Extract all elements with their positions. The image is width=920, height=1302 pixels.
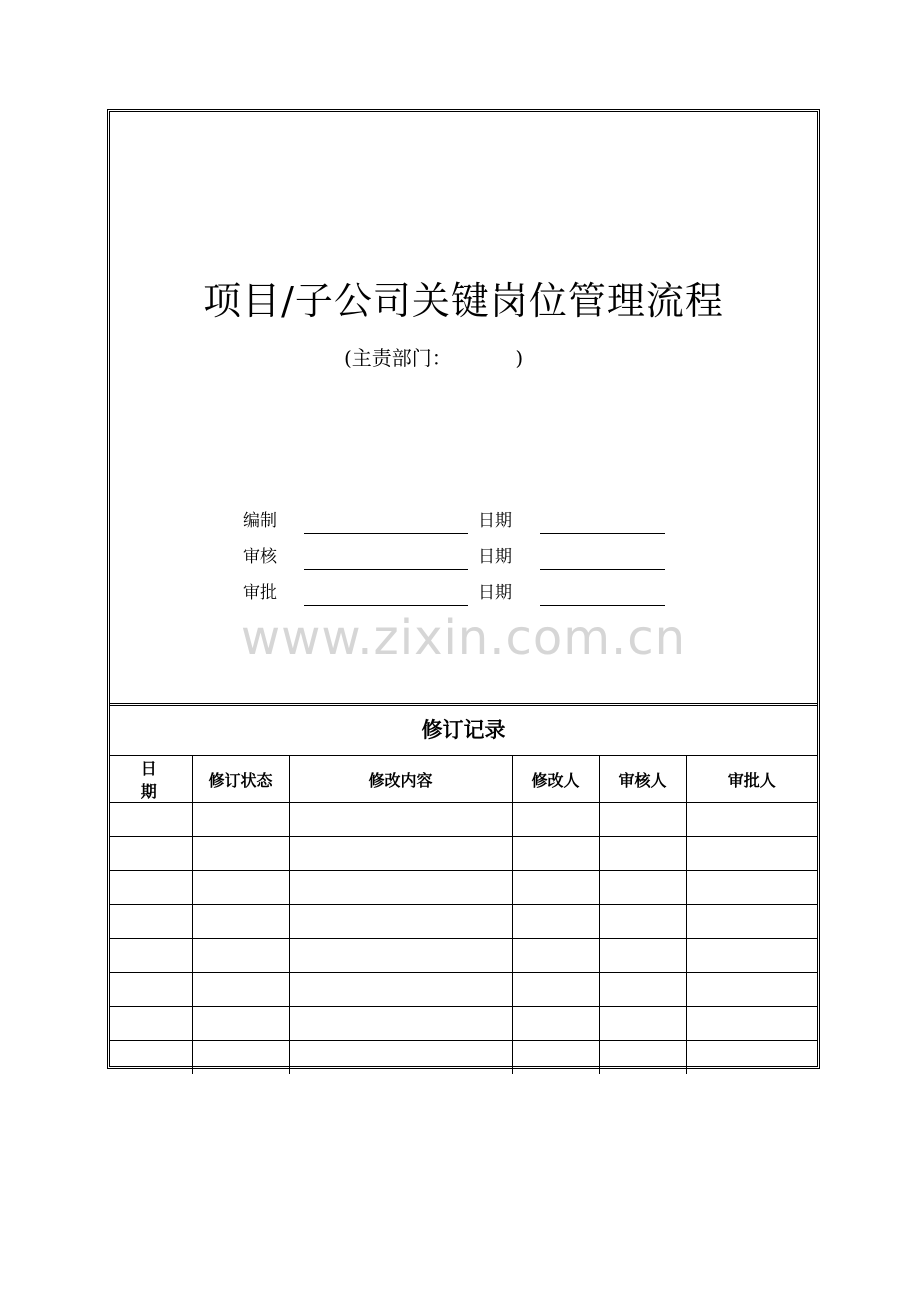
compiled-date-label: 日期 bbox=[478, 511, 512, 531]
cell-status bbox=[192, 1007, 289, 1041]
cell-status bbox=[192, 803, 289, 837]
table-row bbox=[110, 973, 817, 1007]
compiled-date-line bbox=[540, 533, 665, 534]
reviewed-by-line bbox=[304, 569, 468, 570]
cell-modifier bbox=[512, 939, 599, 973]
responsible-department: (主责部门： ) bbox=[344, 346, 524, 370]
approved-date-line bbox=[540, 605, 665, 606]
cell-modifier bbox=[512, 803, 599, 837]
cell-date bbox=[110, 1007, 192, 1041]
cell-date bbox=[110, 939, 192, 973]
cell-content bbox=[289, 973, 512, 1007]
reviewed-date-label: 日期 bbox=[478, 547, 512, 567]
approved-by-label: 审批 bbox=[243, 583, 277, 603]
column-header-status: 修订状态 bbox=[192, 756, 289, 803]
cell-date bbox=[110, 837, 192, 871]
compiled-by-label: 编制 bbox=[243, 511, 277, 531]
table-row bbox=[110, 871, 817, 905]
cell-modifier bbox=[512, 1041, 599, 1075]
column-header-date: 日期 bbox=[110, 756, 192, 803]
compiled-by-line bbox=[304, 533, 468, 534]
cell-reviewer bbox=[599, 1007, 686, 1041]
cell-status bbox=[192, 1041, 289, 1075]
watermark: www.zixin.com.cn bbox=[240, 610, 687, 666]
table-row bbox=[110, 837, 817, 871]
cell-date bbox=[110, 803, 192, 837]
cover-section bbox=[110, 112, 817, 706]
table-row bbox=[110, 1007, 817, 1041]
cell-approver bbox=[686, 973, 817, 1007]
revision-header-row bbox=[110, 756, 817, 803]
cell-status bbox=[192, 871, 289, 905]
cell-date bbox=[110, 905, 192, 939]
cell-reviewer bbox=[599, 973, 686, 1007]
cell-date bbox=[110, 1041, 192, 1075]
cell-approver bbox=[686, 837, 817, 871]
revision-record-title: 修订记录 bbox=[110, 706, 817, 756]
cell-date bbox=[110, 871, 192, 905]
cell-content bbox=[289, 871, 512, 905]
cell-approver bbox=[686, 1007, 817, 1041]
revision-record-section bbox=[110, 706, 817, 1066]
column-header-approver: 审批人 bbox=[686, 756, 817, 803]
cell-modifier bbox=[512, 1007, 599, 1041]
cell-content bbox=[289, 837, 512, 871]
cell-reviewer bbox=[599, 1041, 686, 1075]
reviewed-by-label: 审核 bbox=[243, 547, 277, 567]
cell-status bbox=[192, 939, 289, 973]
cell-approver bbox=[686, 939, 817, 973]
column-header-modifier: 修改人 bbox=[512, 756, 599, 803]
revision-table bbox=[110, 756, 817, 1074]
table-row bbox=[110, 1041, 817, 1075]
cell-approver bbox=[686, 803, 817, 837]
table-row bbox=[110, 939, 817, 973]
revision-table-body bbox=[110, 803, 817, 1075]
cell-content bbox=[289, 939, 512, 973]
cell-reviewer bbox=[599, 905, 686, 939]
cell-reviewer bbox=[599, 939, 686, 973]
document-frame bbox=[107, 109, 820, 1069]
cell-reviewer bbox=[599, 803, 686, 837]
cell-date bbox=[110, 973, 192, 1007]
cell-reviewer bbox=[599, 837, 686, 871]
cell-reviewer bbox=[599, 871, 686, 905]
cell-approver bbox=[686, 905, 817, 939]
cell-approver bbox=[686, 1041, 817, 1075]
document-title: 项目/子公司关键岗位管理流程 bbox=[203, 279, 724, 323]
cell-content bbox=[289, 905, 512, 939]
approved-by-line bbox=[304, 605, 468, 606]
cell-modifier bbox=[512, 973, 599, 1007]
cell-modifier bbox=[512, 905, 599, 939]
cell-status bbox=[192, 905, 289, 939]
table-row bbox=[110, 905, 817, 939]
cell-content bbox=[289, 1007, 512, 1041]
cell-content bbox=[289, 803, 512, 837]
column-header-reviewer: 审核人 bbox=[599, 756, 686, 803]
table-row bbox=[110, 803, 817, 837]
cell-status bbox=[192, 973, 289, 1007]
cell-approver bbox=[686, 871, 817, 905]
cell-status bbox=[192, 837, 289, 871]
cell-modifier bbox=[512, 871, 599, 905]
approved-date-label: 日期 bbox=[478, 583, 512, 603]
column-header-content: 修改内容 bbox=[289, 756, 512, 803]
cell-content bbox=[289, 1041, 512, 1075]
reviewed-date-line bbox=[540, 569, 665, 570]
cell-modifier bbox=[512, 837, 599, 871]
